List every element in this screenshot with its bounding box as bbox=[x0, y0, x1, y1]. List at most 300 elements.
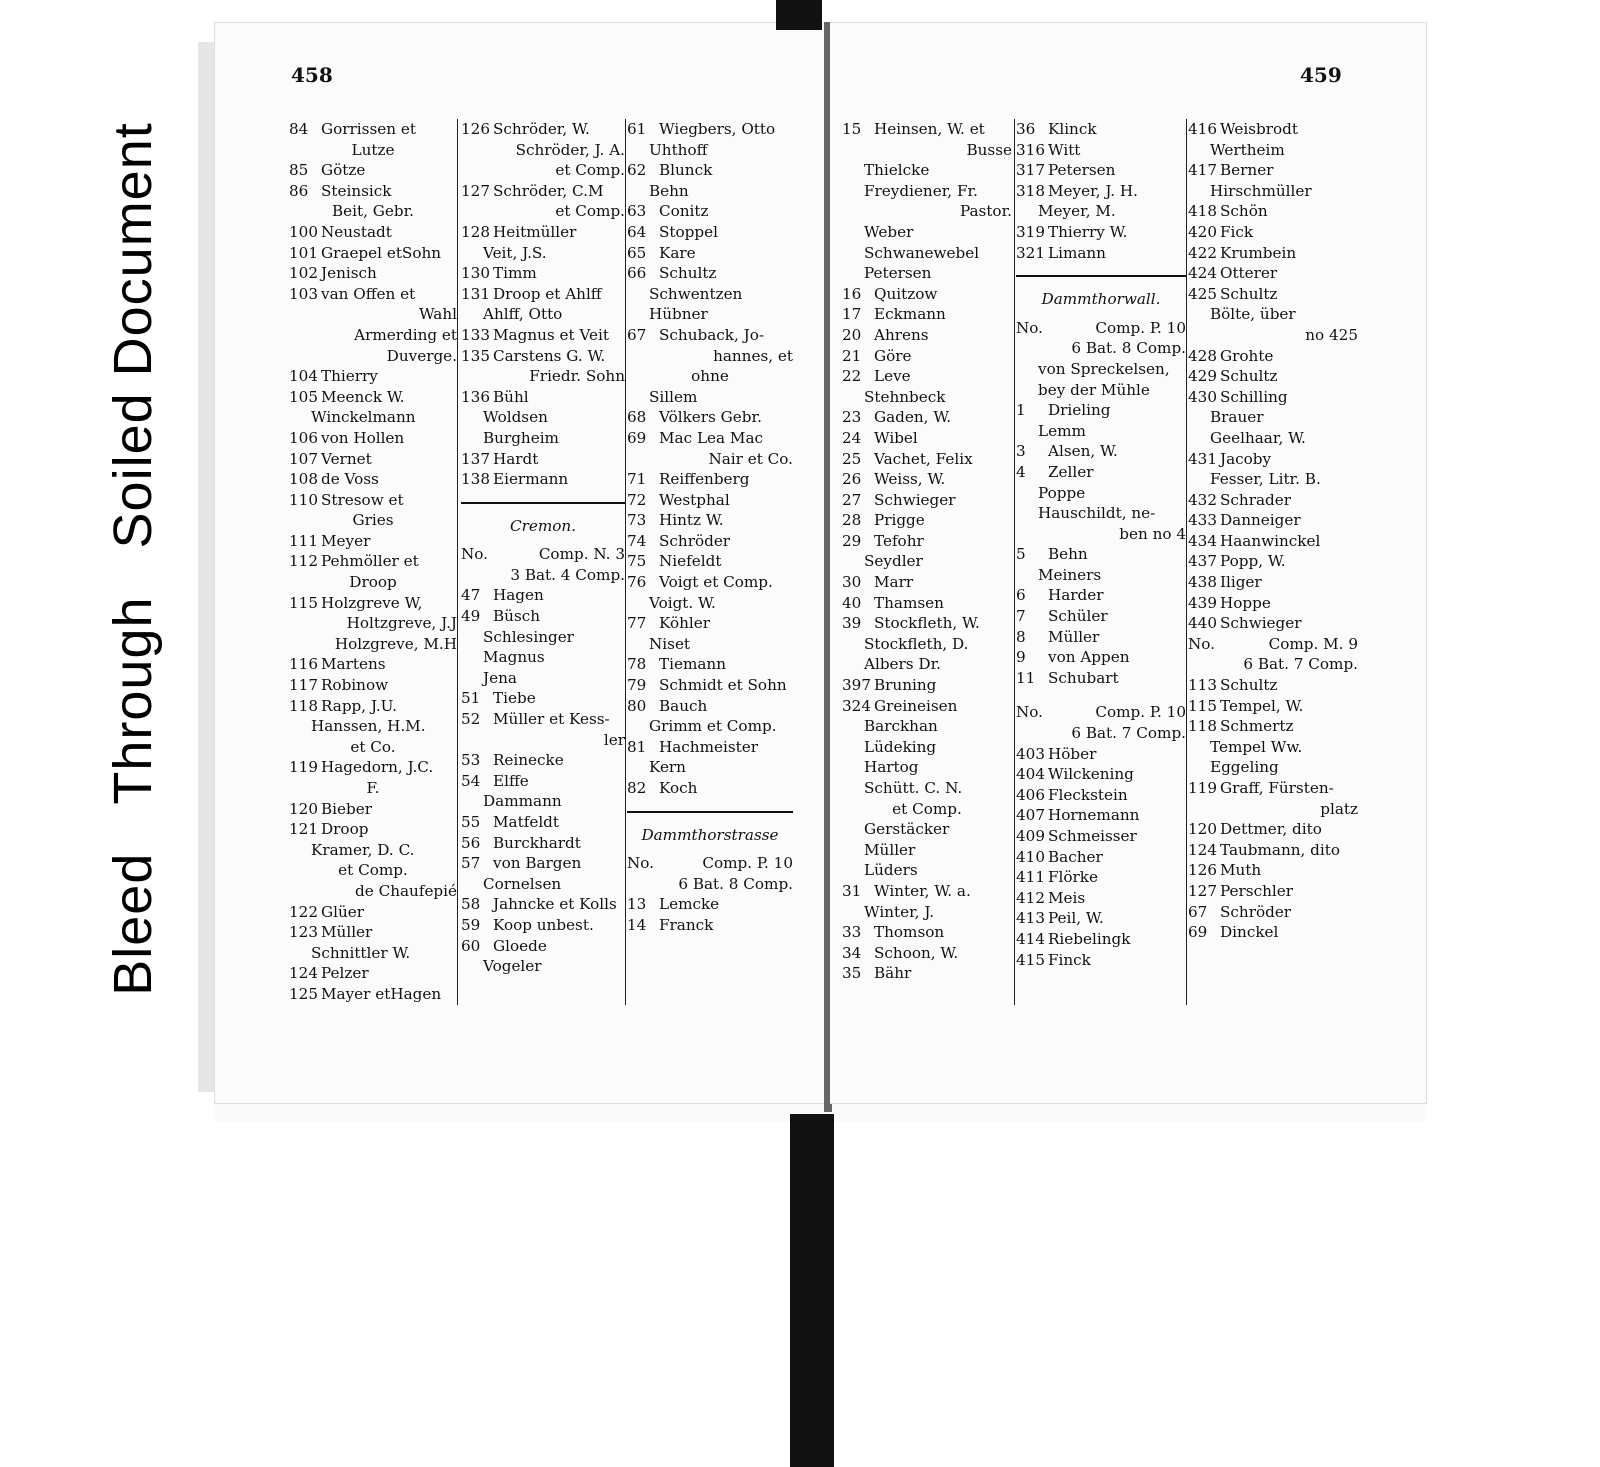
list-item bbox=[1016, 606, 1186, 627]
entry-name: Peil, W. bbox=[1048, 909, 1104, 928]
list-item bbox=[289, 922, 457, 943]
page-number: 459 bbox=[1300, 63, 1342, 87]
entry-name: Göre bbox=[874, 346, 912, 365]
list-item bbox=[842, 881, 1012, 902]
battalion-line: 6 Bat. 7 Comp. bbox=[1071, 724, 1186, 743]
list-item bbox=[1188, 387, 1358, 408]
entry-name: Matfeldt bbox=[493, 813, 560, 831]
entry-number: 319 bbox=[1016, 222, 1045, 241]
entry-name: Pastor. bbox=[959, 202, 1012, 221]
list-item bbox=[842, 243, 1012, 264]
entry-number: 63 bbox=[627, 202, 647, 221]
list-item bbox=[842, 943, 1012, 964]
entry-name: Witt bbox=[1048, 140, 1081, 159]
entry-name: Tempel Ww. bbox=[1210, 737, 1303, 756]
list-item bbox=[461, 833, 625, 854]
entry-name: Thierry bbox=[321, 367, 378, 386]
entry-number: 437 bbox=[1188, 552, 1217, 571]
left-page bbox=[214, 22, 828, 1104]
entry-name: Mac Lea Mac bbox=[659, 428, 764, 447]
entry-name: Vernet bbox=[321, 449, 372, 468]
list-item bbox=[1016, 140, 1186, 161]
entry-name: Tiebe bbox=[493, 689, 536, 708]
entry-number: 112 bbox=[289, 552, 318, 571]
list-item bbox=[627, 160, 793, 181]
list-item bbox=[842, 531, 1012, 552]
entry-name: Dinckel bbox=[1220, 923, 1279, 942]
battalion-line: 3 Bat. 4 Comp. bbox=[510, 565, 625, 584]
entry-name: Schuback, Jo- bbox=[659, 325, 764, 344]
entry-name: Uhthoff bbox=[649, 140, 708, 159]
entry-number: 118 bbox=[289, 696, 318, 715]
entry-name: Schmeisser bbox=[1048, 827, 1137, 845]
entry-number: 60 bbox=[461, 936, 481, 955]
entry-name: Wilckening bbox=[1048, 765, 1134, 784]
list-item bbox=[842, 819, 1012, 840]
list-item bbox=[289, 572, 457, 593]
entry-name: Pelzer bbox=[321, 964, 369, 983]
entry-number: 128 bbox=[461, 222, 490, 241]
entry-name: Seydler bbox=[864, 552, 923, 571]
list-item bbox=[627, 346, 793, 367]
entry-number: 420 bbox=[1188, 222, 1217, 241]
company-code: Comp. P. 10 bbox=[702, 854, 793, 873]
list-item bbox=[842, 346, 1012, 367]
entry-name: Fesser, Litr. B. bbox=[1210, 470, 1321, 489]
entry-name: Höber bbox=[1048, 744, 1097, 763]
entry-name: Marr bbox=[874, 573, 914, 592]
column bbox=[1016, 119, 1186, 970]
entry-name: Schultz bbox=[1220, 284, 1278, 303]
list-item bbox=[289, 304, 457, 325]
column-divider bbox=[457, 119, 458, 1005]
list-item bbox=[842, 387, 1012, 408]
entry-number: 73 bbox=[627, 511, 647, 530]
entry-number: 49 bbox=[461, 607, 481, 626]
entry-name: Taubmann, dito bbox=[1220, 840, 1341, 859]
list-item bbox=[1188, 407, 1358, 428]
list-item bbox=[627, 407, 793, 428]
list-item bbox=[289, 984, 457, 1005]
list-item bbox=[461, 750, 625, 771]
entry-number: 100 bbox=[289, 222, 318, 241]
entry-number: 101 bbox=[289, 243, 318, 262]
company-no: No. bbox=[1188, 634, 1215, 653]
list-item bbox=[289, 263, 457, 284]
list-item bbox=[289, 943, 457, 964]
entry-name: Thomson bbox=[874, 923, 945, 942]
list-item bbox=[627, 593, 793, 614]
entry-number: 116 bbox=[289, 655, 318, 674]
entry-name: Friedr. Sohn bbox=[529, 367, 625, 386]
list-item bbox=[1188, 304, 1358, 325]
list-item bbox=[1016, 668, 1186, 689]
entry-number: 124 bbox=[1188, 840, 1217, 859]
entry-number: 424 bbox=[1188, 264, 1217, 283]
entry-name: Heitmüller bbox=[493, 222, 577, 241]
list-item bbox=[627, 757, 793, 778]
list-item bbox=[1188, 860, 1358, 881]
entry-name: Lutze bbox=[351, 140, 395, 159]
entry-number: 122 bbox=[289, 902, 318, 921]
entry-number: 431 bbox=[1188, 449, 1217, 468]
entry-name: Bacher bbox=[1048, 847, 1103, 866]
entry-number: 9 bbox=[1016, 648, 1026, 667]
list-item bbox=[842, 490, 1012, 511]
company-header bbox=[1016, 702, 1186, 723]
list-item bbox=[461, 956, 625, 977]
list-item bbox=[289, 737, 457, 758]
list-item bbox=[1016, 359, 1186, 380]
entry-name: platz bbox=[1320, 799, 1358, 818]
list-item bbox=[842, 201, 1012, 222]
entry-number: 22 bbox=[842, 367, 862, 386]
list-item bbox=[1188, 716, 1358, 737]
list-item bbox=[461, 874, 625, 895]
entry-name: Gaden, W. bbox=[874, 408, 952, 427]
entry-name: Geelhaar, W. bbox=[1210, 428, 1306, 447]
list-item bbox=[842, 325, 1012, 346]
list-item bbox=[1016, 380, 1186, 401]
list-item bbox=[289, 201, 457, 222]
entry-number: 31 bbox=[842, 881, 862, 900]
list-item bbox=[842, 778, 1012, 799]
entry-name: Wertheim bbox=[1210, 140, 1285, 159]
entry-name: Hoppe bbox=[1220, 593, 1271, 612]
list-item bbox=[289, 593, 457, 614]
list-item bbox=[842, 510, 1012, 531]
entry-number: 106 bbox=[289, 428, 318, 447]
company-header bbox=[1188, 634, 1358, 655]
list-item bbox=[1188, 613, 1358, 634]
entry-name: Schröder bbox=[659, 531, 731, 550]
entry-name: Riebelingk bbox=[1048, 929, 1131, 948]
entry-name: Behn bbox=[1048, 545, 1088, 564]
entry-name: Dammann bbox=[483, 792, 562, 811]
list-item bbox=[1188, 778, 1358, 799]
entry-name: Köhler bbox=[659, 614, 710, 633]
entry-name: Blunck bbox=[659, 161, 713, 180]
entry-number: 111 bbox=[289, 531, 318, 550]
list-item bbox=[289, 654, 457, 675]
list-item bbox=[1188, 469, 1358, 490]
list-item bbox=[1016, 201, 1186, 222]
entry-name: Glüer bbox=[321, 902, 365, 921]
entry-name: Koch bbox=[659, 779, 698, 797]
list-item bbox=[1188, 119, 1358, 140]
list-item bbox=[289, 819, 457, 840]
entry-number: 138 bbox=[461, 470, 490, 489]
entry-number: 40 bbox=[842, 593, 862, 612]
entry-name: Tefohr bbox=[874, 531, 924, 550]
entry-name: Fick bbox=[1220, 222, 1254, 241]
entry-name: hannes, et bbox=[713, 346, 793, 365]
list-item bbox=[627, 263, 793, 284]
entry-name: Iliger bbox=[1220, 573, 1262, 592]
entry-number: 321 bbox=[1016, 243, 1045, 262]
list-item bbox=[1188, 902, 1358, 923]
entry-name: Rapp, J.U. bbox=[321, 696, 397, 715]
entry-number: 422 bbox=[1188, 243, 1217, 262]
entry-number: 318 bbox=[1016, 181, 1045, 200]
entry-name: Stresow et bbox=[321, 490, 404, 509]
list-item bbox=[1016, 867, 1186, 888]
entry-name: Eggeling bbox=[1210, 758, 1279, 777]
entry-name: Schütt. C. N. bbox=[864, 779, 963, 797]
list-item bbox=[461, 284, 625, 305]
entry-number: 75 bbox=[627, 552, 647, 571]
entry-number: 64 bbox=[627, 222, 647, 241]
list-item bbox=[1016, 544, 1186, 565]
entry-name: Gloede bbox=[493, 936, 547, 955]
list-item bbox=[461, 627, 625, 648]
entry-name: Holtzgreve, J.J bbox=[346, 614, 457, 633]
entry-number: 52 bbox=[461, 710, 481, 729]
entry-name: Mayer etHagen bbox=[321, 984, 442, 1003]
battalion-line: 6 Bat. 8 Comp. bbox=[1071, 339, 1186, 358]
entry-name: Magnus bbox=[483, 648, 545, 667]
entry-name: ohne bbox=[691, 367, 729, 386]
list-item bbox=[1188, 696, 1358, 717]
entry-number: 27 bbox=[842, 490, 862, 509]
entry-number: 25 bbox=[842, 449, 862, 468]
entry-number: 55 bbox=[461, 813, 481, 831]
entry-name: Eiermann bbox=[493, 470, 569, 489]
entry-name: Schultz bbox=[659, 264, 717, 283]
entry-number: 124 bbox=[289, 964, 318, 983]
entry-name: Alsen, W. bbox=[1048, 442, 1118, 461]
entry-name: Hagen bbox=[493, 586, 544, 605]
entry-name: et Comp. bbox=[555, 161, 625, 180]
entry-number: 14 bbox=[627, 915, 647, 934]
entry-name: ben no 4 bbox=[1119, 524, 1186, 543]
entry-number: 118 bbox=[1188, 717, 1217, 736]
list-item bbox=[842, 716, 1012, 737]
entry-name: Hirschmüller bbox=[1210, 181, 1312, 200]
entry-number: 33 bbox=[842, 923, 862, 942]
column bbox=[289, 119, 457, 1005]
entry-name: Schubart bbox=[1048, 668, 1119, 687]
list-item bbox=[289, 428, 457, 449]
entry-number: 77 bbox=[627, 614, 647, 633]
entry-number: 407 bbox=[1016, 806, 1045, 825]
list-item bbox=[289, 407, 457, 428]
list-item bbox=[1188, 510, 1358, 531]
entry-name: Magnus et Veit bbox=[493, 325, 609, 344]
entry-name: Prigge bbox=[874, 511, 925, 530]
list-item bbox=[627, 531, 793, 552]
entry-name: Thierry W. bbox=[1048, 222, 1128, 241]
spine-shadow bbox=[790, 1114, 834, 1467]
column bbox=[1188, 119, 1358, 943]
entry-name: Schoon, W. bbox=[874, 943, 959, 962]
entry-name: Petersen bbox=[864, 264, 932, 283]
entry-name: Gries bbox=[352, 511, 394, 530]
entry-name: Tempel, W. bbox=[1220, 696, 1304, 715]
company-code: Comp. M. 9 bbox=[1268, 634, 1358, 653]
list-item bbox=[289, 284, 457, 305]
entry-number: 68 bbox=[627, 408, 647, 427]
list-item bbox=[289, 840, 457, 861]
entry-name: Eckmann bbox=[874, 305, 946, 324]
entry-name: Hardt bbox=[493, 449, 539, 468]
list-item bbox=[842, 963, 1012, 984]
list-item bbox=[461, 936, 625, 957]
entry-number: 78 bbox=[627, 655, 647, 674]
entry-number: 67 bbox=[1188, 902, 1208, 921]
entry-name: Neustadt bbox=[321, 222, 392, 241]
entry-name: Voigt. W. bbox=[649, 593, 716, 612]
company-code: Comp. N. 3 bbox=[538, 545, 625, 564]
list-item bbox=[1188, 531, 1358, 552]
list-item bbox=[289, 902, 457, 923]
list-item bbox=[842, 263, 1012, 284]
entry-name: Timm bbox=[493, 264, 537, 283]
list-item bbox=[461, 647, 625, 668]
stamp-word-2: Through bbox=[103, 596, 163, 805]
list-item bbox=[289, 510, 457, 531]
list-item bbox=[461, 853, 625, 874]
list-item bbox=[289, 881, 457, 902]
list-item bbox=[461, 325, 625, 346]
list-item bbox=[1016, 503, 1186, 524]
entry-name: Hartog bbox=[864, 758, 919, 777]
entry-number: 103 bbox=[289, 284, 318, 303]
entry-number: 418 bbox=[1188, 202, 1217, 221]
column-divider bbox=[625, 119, 626, 1005]
entry-name: Thamsen bbox=[874, 593, 944, 612]
entry-name: Danneiger bbox=[1220, 511, 1301, 530]
column bbox=[461, 119, 625, 977]
entry-name: Greineisen bbox=[874, 696, 958, 715]
entry-number: 412 bbox=[1016, 888, 1045, 907]
list-item bbox=[627, 654, 793, 675]
entry-number: 428 bbox=[1188, 346, 1217, 365]
list-item bbox=[627, 778, 793, 799]
entry-name: Schüler bbox=[1048, 607, 1108, 626]
column bbox=[842, 119, 1012, 984]
list-item bbox=[627, 181, 793, 202]
entry-number: 67 bbox=[627, 325, 647, 344]
list-item bbox=[1188, 490, 1358, 511]
entry-name: Winter, W. a. bbox=[874, 881, 971, 900]
list-item bbox=[1016, 785, 1186, 806]
entry-name: Krumbein bbox=[1220, 243, 1297, 262]
entry-number: 85 bbox=[289, 161, 309, 180]
entry-name: Quitzow bbox=[874, 284, 938, 303]
entry-number: 127 bbox=[461, 181, 490, 200]
entry-name: Bieber bbox=[321, 799, 372, 818]
entry-number: 51 bbox=[461, 689, 481, 708]
entry-name: Graff, Fürsten- bbox=[1220, 779, 1334, 797]
entry-number: 23 bbox=[842, 408, 862, 427]
list-item bbox=[1188, 449, 1358, 470]
list-item bbox=[1188, 819, 1358, 840]
list-item bbox=[461, 181, 625, 202]
entry-name: Schnittler W. bbox=[311, 943, 411, 962]
entry-number: 417 bbox=[1188, 161, 1217, 180]
entry-name: von Bargen bbox=[493, 854, 582, 873]
entry-name: Müller et Kess- bbox=[493, 710, 610, 729]
entry-number: 102 bbox=[289, 264, 318, 283]
list-item bbox=[842, 860, 1012, 881]
company-header bbox=[461, 544, 625, 565]
list-item bbox=[289, 963, 457, 984]
list-item bbox=[461, 119, 625, 140]
entry-name: Schröder bbox=[1220, 902, 1292, 921]
entry-number: 425 bbox=[1188, 284, 1217, 303]
list-item bbox=[627, 387, 793, 408]
list-item bbox=[1016, 847, 1186, 868]
list-item bbox=[842, 428, 1012, 449]
entry-name: Perschler bbox=[1220, 881, 1293, 900]
list-item bbox=[461, 222, 625, 243]
list-item bbox=[627, 696, 793, 717]
list-item bbox=[1016, 524, 1186, 545]
list-item bbox=[461, 387, 625, 408]
list-item bbox=[1188, 572, 1358, 593]
entry-name: de Chaufepié bbox=[355, 881, 457, 900]
entry-number: 3 bbox=[1016, 442, 1026, 461]
list-item bbox=[842, 140, 1012, 161]
entry-name: Holzgreve W, bbox=[321, 593, 423, 612]
entry-number: 413 bbox=[1016, 909, 1045, 928]
battalion-line: 6 Bat. 8 Comp. bbox=[678, 874, 793, 893]
entry-name: Schultz bbox=[1220, 676, 1278, 695]
entry-name: Fleckstein bbox=[1048, 785, 1128, 804]
entry-name: Bruning bbox=[874, 676, 937, 695]
entry-number: 58 bbox=[461, 895, 481, 914]
entry-number: 61 bbox=[627, 120, 647, 138]
list-item bbox=[1016, 181, 1186, 202]
entry-name: Steinsick bbox=[321, 181, 392, 200]
list-item bbox=[1188, 284, 1358, 305]
list-item bbox=[842, 469, 1012, 490]
list-item bbox=[627, 915, 793, 936]
list-item bbox=[627, 119, 793, 140]
list-item bbox=[1188, 140, 1358, 161]
list-item bbox=[461, 915, 625, 936]
entry-name: et Co. bbox=[350, 737, 396, 756]
list-item bbox=[842, 181, 1012, 202]
entry-name: Muth bbox=[1220, 861, 1262, 880]
list-item bbox=[627, 304, 793, 325]
entry-name: Reinecke bbox=[493, 751, 564, 770]
company-header bbox=[1016, 318, 1186, 339]
entry-number: 430 bbox=[1188, 387, 1217, 406]
list-item bbox=[842, 572, 1012, 593]
list-item bbox=[1188, 325, 1358, 346]
entry-name: Busse bbox=[966, 140, 1012, 159]
entry-number: 317 bbox=[1016, 161, 1045, 180]
entry-number: 21 bbox=[842, 346, 862, 365]
entry-name: Drieling bbox=[1048, 401, 1111, 420]
list-item bbox=[1188, 922, 1358, 943]
entry-name: Niefeldt bbox=[659, 552, 722, 571]
list-item bbox=[1188, 593, 1358, 614]
entry-number: 414 bbox=[1016, 929, 1045, 948]
entry-name: Jahncke et Kolls bbox=[493, 895, 617, 914]
entry-number: 107 bbox=[289, 449, 318, 468]
entry-number: 137 bbox=[461, 449, 490, 468]
list-item bbox=[1016, 400, 1186, 421]
entry-number: 54 bbox=[461, 771, 481, 790]
list-item bbox=[289, 325, 457, 346]
entry-name: Tiemann bbox=[659, 655, 726, 674]
section-title: Dammthorstrasse bbox=[641, 825, 779, 844]
company-code: Comp. P. 10 bbox=[1095, 318, 1186, 337]
list-item bbox=[289, 675, 457, 696]
